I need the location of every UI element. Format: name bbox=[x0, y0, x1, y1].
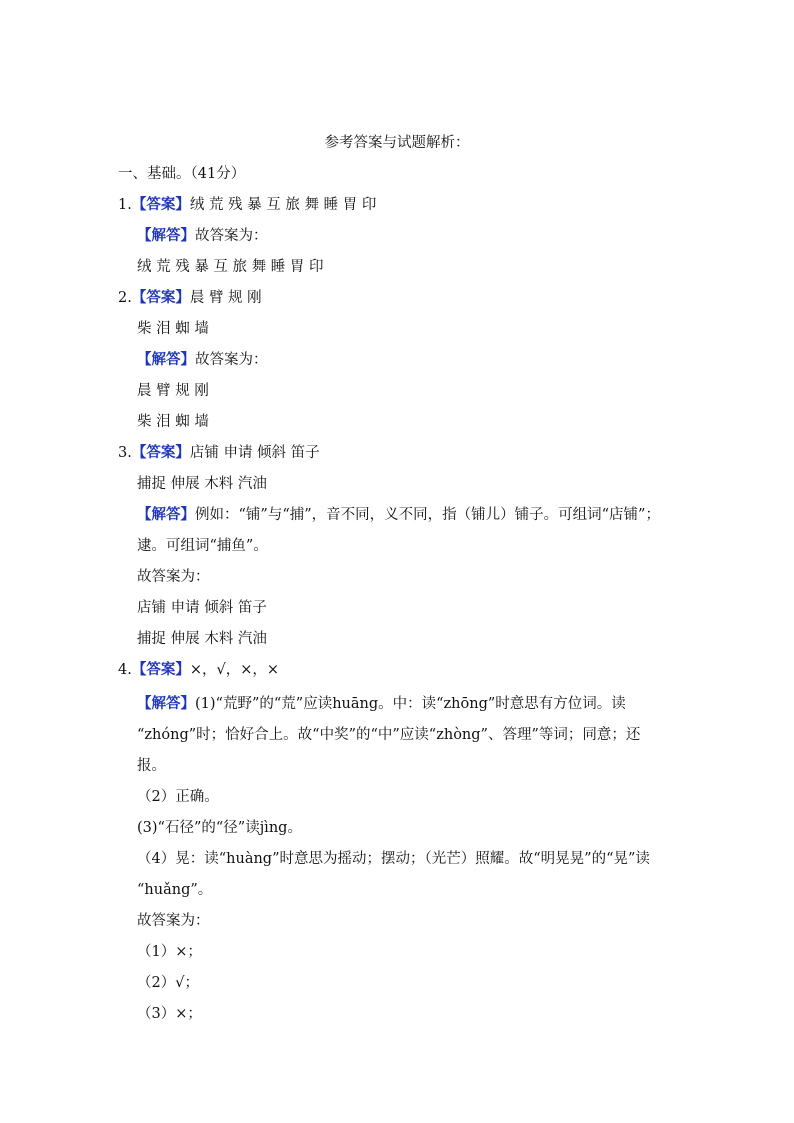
answer-text: 晨 臂 规 刚 bbox=[189, 290, 262, 306]
analysis-tag: 【解答】 bbox=[137, 695, 195, 712]
q4-answer-line bbox=[118, 660, 279, 680]
answer-text: 店铺 申请 倾斜 笛子 bbox=[189, 445, 320, 461]
q4-item-4-line-2: “huǎng”。 bbox=[137, 882, 213, 898]
q4-item-3: (3)“石径”的“径”读jìng。 bbox=[137, 820, 302, 836]
answer-tag: 【答案】 bbox=[131, 661, 190, 678]
question-number: 1. bbox=[118, 197, 132, 213]
section-heading: 一、基础。（41分） bbox=[118, 166, 246, 182]
q2-answer-line bbox=[118, 288, 262, 308]
analysis-tag: 【解答】 bbox=[137, 227, 195, 244]
q4-analysis-line bbox=[137, 694, 626, 714]
q4-result-3: （3）×； bbox=[137, 1006, 202, 1022]
q4-result-2: （2）√； bbox=[137, 975, 199, 991]
analysis-text: 故答案为： bbox=[195, 228, 268, 244]
analysis-text: (1)“荒野”的“荒”应读huāng。中：读“zhōng”时意思有方位词。读 bbox=[195, 696, 626, 712]
q4-analysis-line-2: “zhóng”时；恰好合上。故“中奖”的“中”应读“zhòng”、答理”等词；同意；还 bbox=[137, 727, 641, 743]
q3-result-line-1: 店铺 申请 倾斜 笛子 bbox=[137, 600, 267, 616]
answer-text: 绒 荒 残 暴 互 旅 舞 睡 胃 印 bbox=[189, 197, 377, 213]
q4-conclusion: 故答案为： bbox=[137, 913, 210, 929]
page-title: 参考答案与试题解析： bbox=[324, 135, 470, 151]
q3-conclusion: 故答案为： bbox=[137, 569, 210, 585]
answer-tag: 【答案】 bbox=[131, 289, 190, 306]
q3-analysis-line bbox=[137, 505, 660, 525]
q1-analysis-line bbox=[137, 226, 268, 246]
q2-analysis-line bbox=[137, 350, 268, 370]
q4-item-4: （4）晃：读“huàng”时意思为摇动；摆动；（光芒）照耀。故“明晃晃”的“晃”读 bbox=[137, 851, 650, 867]
q3-answer-line-2: 捕捉 伸展 木料 汽油 bbox=[137, 476, 267, 492]
q3-answer-line bbox=[118, 443, 320, 463]
q3-result-line-2: 捕捉 伸展 木料 汽油 bbox=[137, 631, 267, 647]
q4-item-2: （2）正确。 bbox=[137, 789, 219, 805]
question-number: 3. bbox=[118, 445, 132, 461]
q1-result-line: 绒 荒 残 暴 互 旅 舞 睡 胃 印 bbox=[137, 259, 324, 275]
analysis-tag: 【解答】 bbox=[137, 351, 195, 368]
analysis-tag: 【解答】 bbox=[137, 506, 195, 523]
answer-tag: 【答案】 bbox=[131, 196, 190, 213]
analysis-text: 故答案为： bbox=[195, 352, 268, 368]
q2-answer-line-2: 柴 泪 蜘 墙 bbox=[137, 321, 209, 337]
q2-result-line-1: 晨 臂 规 刚 bbox=[137, 383, 209, 399]
q2-result-line-2: 柴 泪 蜘 墙 bbox=[137, 414, 209, 430]
answer-text: ×，√，×，× bbox=[189, 662, 280, 678]
q3-analysis-line-2: 逮。可组词“捕鱼”。 bbox=[137, 538, 268, 554]
answer-tag: 【答案】 bbox=[131, 444, 190, 461]
analysis-text: 例如：“铺”与“捕”，音不同，义不同，指（铺儿）铺子。可组词“店铺”； bbox=[195, 507, 660, 523]
q4-analysis-line-3: 报。 bbox=[137, 758, 166, 774]
q4-result-1: （1）×； bbox=[137, 944, 202, 960]
question-number: 2. bbox=[118, 290, 132, 306]
q1-answer-line bbox=[118, 195, 376, 215]
question-number: 4. bbox=[118, 662, 132, 678]
